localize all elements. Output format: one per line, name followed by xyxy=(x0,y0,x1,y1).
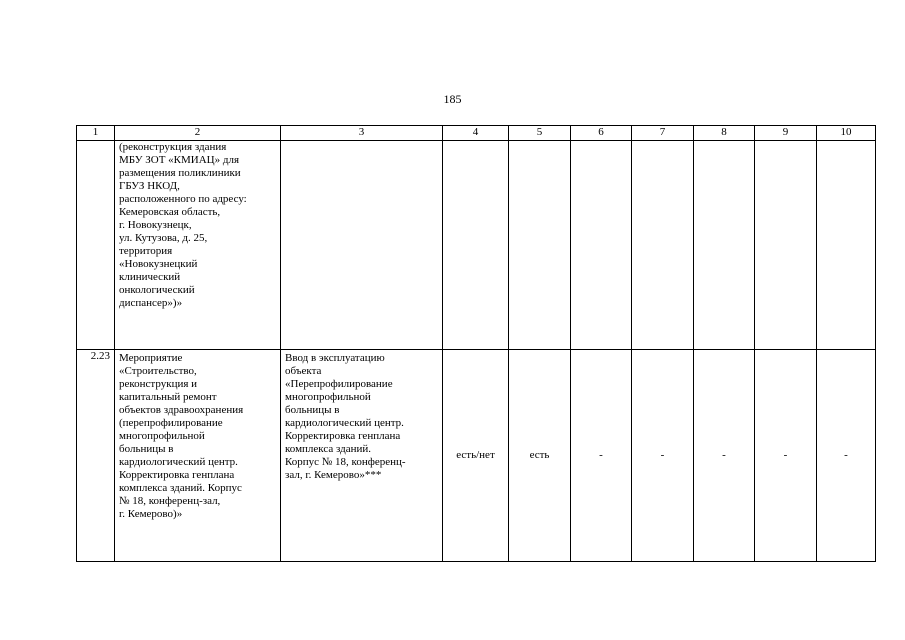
header-cell-col4: 4 xyxy=(443,126,509,141)
indicator-table xyxy=(76,125,876,562)
cell-empty xyxy=(77,141,115,350)
cell-value-col10: - xyxy=(817,350,876,562)
header-cell-col2: 2 xyxy=(115,126,281,141)
header-cell-col1: 1 xyxy=(77,126,115,141)
header-cell-col7: 7 xyxy=(632,126,694,141)
cell-value-col8: - xyxy=(694,350,755,562)
header-cell-col10: 10 xyxy=(817,126,876,141)
cell-measure-description: Мероприятие «Строительство, реконструкция и капитальный ремонт объектов здравоохранения (перепрофилирование многопрофильной больницы в кардиологический центр. Корректировка генплана комплекса зданий. Корпус № 18, конференц-зал, г. Кемерово)» xyxy=(115,350,281,562)
cell-empty xyxy=(571,141,632,350)
cell-description-continued: (реконструкция здания МБУ ЗОТ «КМИАЦ» для размещения поликлиники ГБУЗ НКОД, расположенного по адресу: Кемеровская область, г. Новокузнецк, ул. Кутузова, д. 25, территория «Новокузнецкий клинический онкологический диспансер»)» xyxy=(115,141,281,350)
table-header-row xyxy=(77,126,876,141)
cell-unit: есть/нет xyxy=(443,350,509,562)
header-cell-col6: 6 xyxy=(571,126,632,141)
cell-empty xyxy=(509,141,571,350)
table-row-2-23 xyxy=(77,350,876,562)
header-cell-col9: 9 xyxy=(755,126,817,141)
cell-empty xyxy=(281,141,443,350)
cell-empty xyxy=(755,141,817,350)
cell-value-col7: - xyxy=(632,350,694,562)
cell-value-col9: - xyxy=(755,350,817,562)
cell-empty xyxy=(443,141,509,350)
table-row-continuation xyxy=(77,141,876,350)
cell-value-col5: есть xyxy=(509,350,571,562)
header-cell-col3: 3 xyxy=(281,126,443,141)
cell-value-col6: - xyxy=(571,350,632,562)
page-number: 185 xyxy=(443,92,462,106)
header-cell-col8: 8 xyxy=(694,126,755,141)
cell-empty xyxy=(694,141,755,350)
cell-indicator-name: Ввод в эксплуатацию объекта «Перепрофилирование многопрофильной больницы в кардиологический центр. Корректировка генплана комплекса зданий. Корпус № 18, конференц- зал, г. Кемерово»*** xyxy=(281,350,443,562)
cell-empty xyxy=(817,141,876,350)
cell-empty xyxy=(632,141,694,350)
cell-row-number: 2.23 xyxy=(77,350,115,562)
header-cell-col5: 5 xyxy=(509,126,571,141)
